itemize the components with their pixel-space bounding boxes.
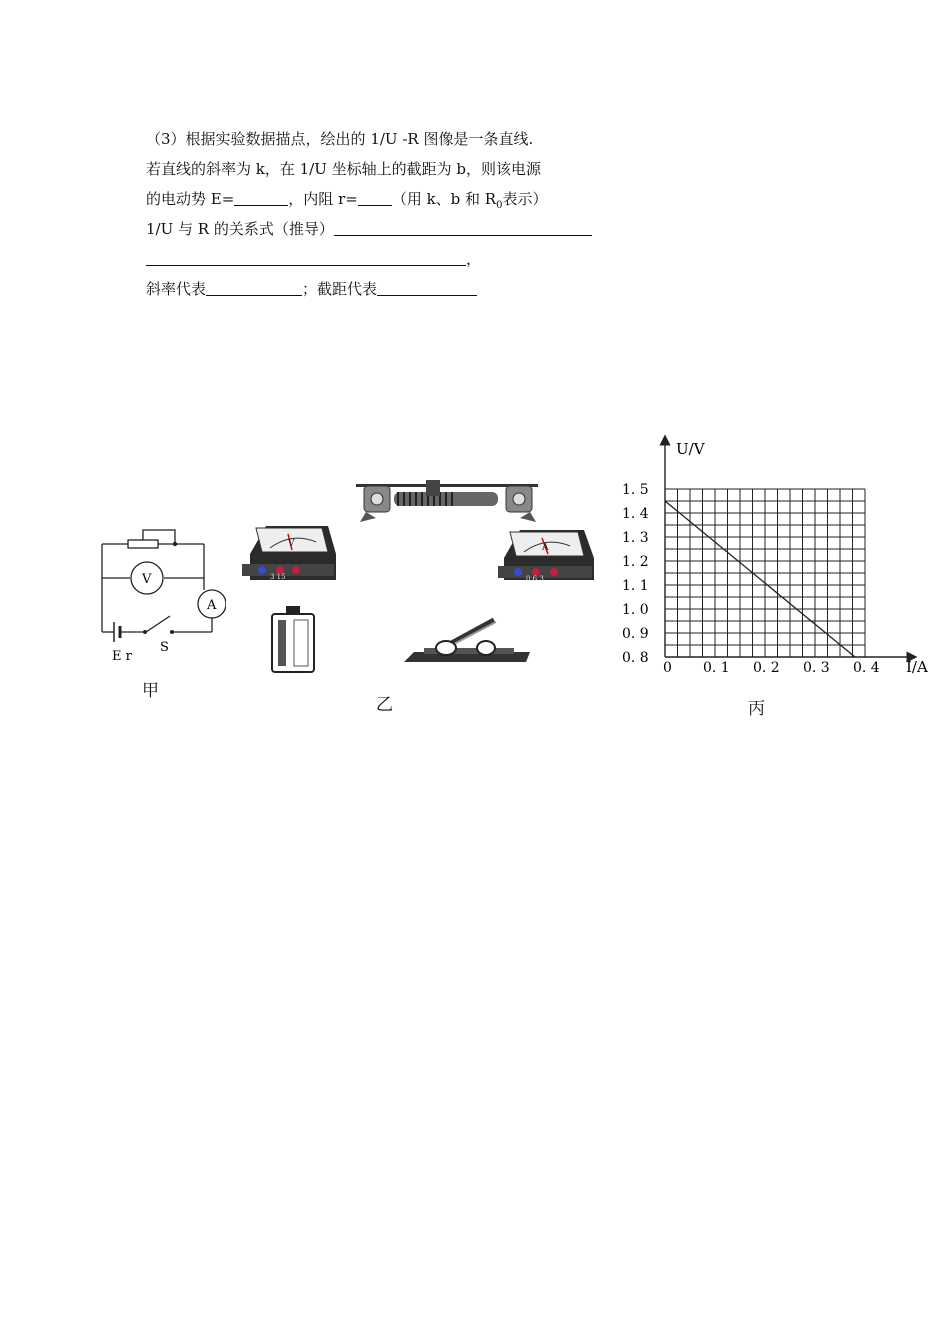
x-tick-label: 0. 2 bbox=[753, 660, 780, 676]
caption-jia: 甲 bbox=[142, 681, 159, 701]
series-line bbox=[665, 501, 855, 657]
switch-image bbox=[404, 620, 530, 662]
battery-label: E r bbox=[112, 649, 132, 664]
hint-text: （用 k、b 和 R bbox=[391, 190, 497, 208]
question-line-1: （3）根据实验数据描点，绘出的 1/U -R 图像是一条直线. bbox=[146, 130, 534, 148]
x-axis-label: I/A bbox=[906, 658, 928, 676]
hint-text-end: 表示） bbox=[502, 190, 548, 208]
x-tick-label: 0. 3 bbox=[803, 660, 830, 676]
comma: ， bbox=[466, 250, 482, 268]
y-tick-label: 1. 0 bbox=[622, 602, 649, 618]
question-line-4 bbox=[146, 214, 616, 244]
resistance-label: ，内阻 r= bbox=[288, 190, 358, 208]
hint-subscript: 0 bbox=[496, 200, 503, 211]
voltmeter-terminals: 3 15 bbox=[270, 573, 286, 581]
x-tick-label: 0 bbox=[663, 660, 672, 676]
slope-label: 斜率代表 bbox=[146, 280, 207, 298]
y-axis-label: U/V bbox=[676, 440, 705, 458]
switch-label: S bbox=[160, 640, 169, 655]
apparatus-figure bbox=[236, 472, 608, 682]
caption-bing: 丙 bbox=[748, 699, 765, 719]
relation-label: 1/U 与 R 的关系式（推导） bbox=[146, 220, 334, 238]
ammeter-terminals: 0.6 3 bbox=[526, 575, 544, 583]
battery-image bbox=[272, 606, 314, 672]
question-line-3 bbox=[146, 184, 616, 214]
u-i-graph bbox=[612, 432, 942, 682]
resistance-blank[interactable] bbox=[358, 187, 392, 206]
x-tick-label: 0. 4 bbox=[853, 660, 880, 676]
emf-blank[interactable] bbox=[234, 187, 288, 206]
y-tick-label: 1. 2 bbox=[622, 554, 649, 570]
y-tick-label: 0. 9 bbox=[622, 626, 649, 642]
voltmeter-image bbox=[242, 526, 336, 581]
intercept-label: ；截距代表 bbox=[302, 280, 378, 298]
voltmeter-letter: V bbox=[142, 572, 152, 587]
y-tick-label: 0. 8 bbox=[622, 650, 649, 666]
question-text bbox=[146, 124, 616, 304]
y-tick-label: 1. 3 bbox=[622, 530, 649, 546]
y-tick-label: 1. 5 bbox=[622, 482, 649, 498]
caption-yi: 乙 bbox=[376, 695, 393, 715]
y-tick-label: 1. 1 bbox=[622, 578, 649, 594]
sliding-rheostat-image bbox=[356, 480, 538, 522]
emf-label: 的电动势 E= bbox=[146, 190, 235, 208]
circuit-diagram bbox=[96, 520, 226, 670]
ammeter-image bbox=[498, 530, 594, 583]
slope-blank[interactable] bbox=[206, 277, 302, 296]
rheostat-symbol bbox=[128, 540, 158, 548]
question-line-5 bbox=[146, 244, 616, 274]
question-line-2: 若直线的斜率为 k，在 1/U 坐标轴上的截距为 b，则该电源 bbox=[146, 160, 542, 178]
relation-blank-1[interactable] bbox=[334, 217, 592, 236]
y-tick-label: 1. 4 bbox=[622, 506, 649, 522]
ammeter-dial-letter: A bbox=[542, 543, 549, 553]
relation-blank-2[interactable] bbox=[146, 247, 466, 266]
intercept-blank[interactable] bbox=[377, 277, 477, 296]
voltmeter-dial-letter: V bbox=[288, 539, 295, 549]
question-line-6 bbox=[146, 274, 616, 304]
x-tick-label: 0. 1 bbox=[703, 660, 730, 676]
ammeter-letter: A bbox=[207, 598, 217, 613]
